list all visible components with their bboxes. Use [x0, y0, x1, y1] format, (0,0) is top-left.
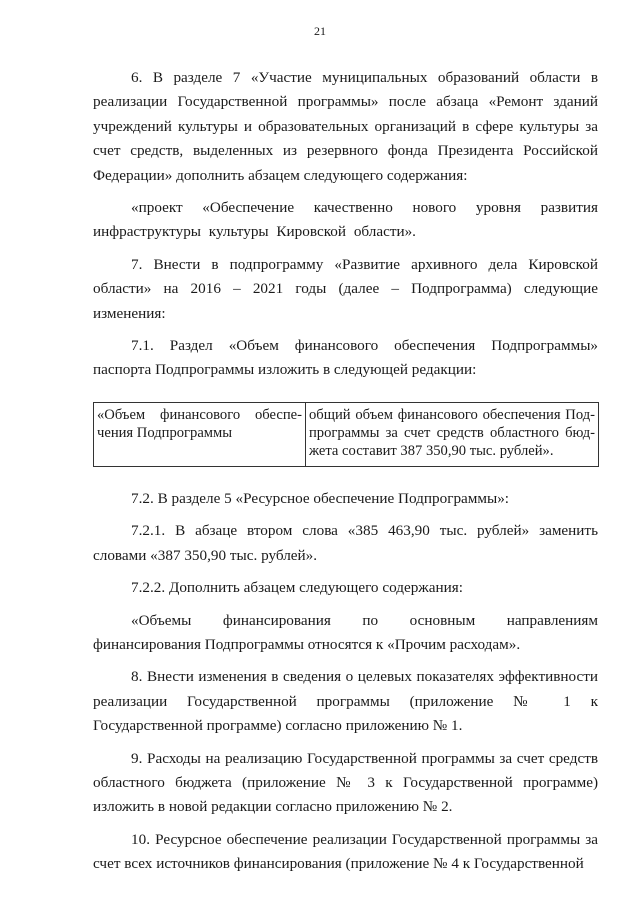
paragraph-quote-project: «проект «Обеспечение качественно нового уровня развития инфраструктуры культуры Кировской области».: [93, 199, 598, 241]
document-body: [93, 66, 598, 877]
paragraph-6: 6. В разделе 7 «Участие муниципальных образований области в реализации Государственной программы» после абзаца «Ремонт зданий учреждений культуры и образовательных организаций в сфере культуры за счет средств, выделенных из резервного фонда Президента Российской Федерации» дополнить абзацем следующего содержания:: [93, 69, 598, 184]
paragraph-7: 7. Внести в подпрограмму «Развитие архивного дела Кировской области» на 2016 – 2021 годы (далее – Подпрограмма) следующие изменения:: [93, 255, 598, 322]
paragraph-8: 8. Внести изменения в сведения о целевых показателях эффективности реализации Государственной программы (приложение № 1 к Государственной программе) согласно приложению № 1.: [93, 668, 598, 735]
paragraph-7-1: 7.1. Раздел «Объем финансового обеспечения Подпрограммы» паспорта Подпрограммы изложить в следующей редакции:: [93, 337, 598, 379]
paragraph-7-2-1: 7.2.1. В абзаце втором слова «385 463,90 тыс. рублей» заменить словами «387 350,90 тыс. рублей».: [93, 522, 598, 564]
paragraph-7-2: 7.2. В разделе 5 «Ресурсное обеспечение Подпрограммы»:: [131, 489, 510, 507]
paragraph-9: 9. Расходы на реализацию Государственной программы за счет средств областного бюджета (приложение № 3 к Государственной программе) изложить в новой редакции согласно приложению № 2.: [93, 749, 598, 816]
passport-table-left-cell: «Объем финансового обеспе-чения Подпрограммы: [94, 402, 306, 466]
paragraph-quote-financing: «Объемы финансирования по основным направлениям финансирования Подпрограммы относятся к «Прочим расходам».: [93, 611, 598, 653]
passport-table-right-cell: общий объем финансового обеспечения Под-программы за счет средств областного бюд-жета составит 387 350,90 тыс. рублей».: [306, 402, 599, 466]
table-row: [94, 402, 599, 466]
page-number: 21: [314, 24, 326, 38]
paragraph-7-2-2: 7.2.2. Дополнить абзацем следующего содержания:: [131, 579, 463, 597]
passport-table: [93, 402, 599, 467]
paragraph-10: 10. Ресурсное обеспечение реализации Государственной программы за счет всех источников финансирования (приложение № 4 к Государственной: [93, 830, 598, 873]
